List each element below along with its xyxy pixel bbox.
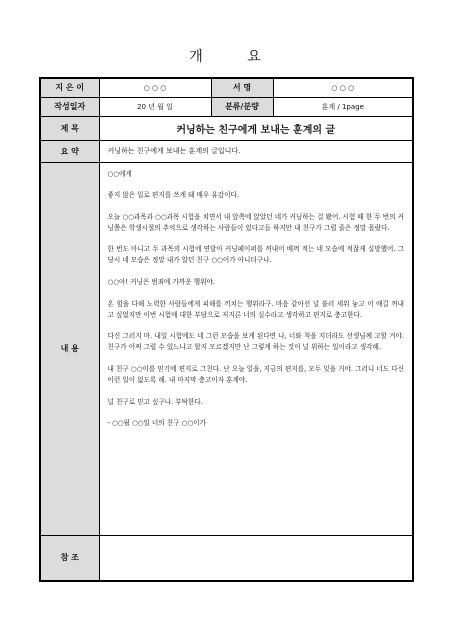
content-paragraph: 다신 그러지 마. 내일 시험에도 네 그런 모습을 보게 된다면 나, 너와 척을 지더라도 선생님께 고할 거야. 친구가 어찌 그럴 수 있느냐고 할지 모르겠지만 난 그렇게 하는 것이 널 위하는 일이라고 생각해. — [107, 332, 404, 352]
summary-row — [40, 140, 413, 162]
reference-row — [40, 535, 413, 581]
date-label: 작성일자 — [40, 97, 99, 116]
category-value: 훈계 / 1page — [273, 97, 413, 116]
summary-value: 커닝하는 친구에게 보내는 훈계의 글입니다. — [99, 140, 413, 162]
page-title: 개 요 — [189, 49, 281, 65]
reference-value — [99, 535, 413, 581]
signature-label: 서 명 — [211, 78, 273, 97]
author-label: 지 은 이 — [40, 78, 99, 97]
content-paragraph: - ○○월 ○○일 너의 친구 ○○이가 — [107, 419, 206, 428]
content-label: 내 용 — [40, 162, 99, 535]
author-value: ○ ○ ○ — [99, 78, 211, 97]
content-paragraph: 좋지 않은 일로 편지를 쓰게 돼 매우 유감이다. — [107, 191, 239, 200]
reference-label: 참 조 — [40, 535, 99, 581]
author-row — [40, 78, 413, 97]
content-paragraph: 내 친구 ○○이를 믿기에 편지로 그친다. 난 오늘 일을, 지금의 편지를, 모두 잊을 거야. 그러니 너도 다신 이런 일이 없도록 해. 내 마지막 충고이자 훈계야. — [107, 365, 404, 385]
content-paragraph: 한 번도 아니고 두 과목의 시험에 연달아 커닝페이퍼를 꺼내어 베껴 적는 네 모습에 적잖게 실망했어. 그 당시 네 모습은 정말 내가 알던 친구 ○○이가 아니더구나. — [107, 245, 404, 265]
content-paragraph: ○○아! 커닝은 범죄에 가까운 행위야. — [107, 278, 215, 287]
document-form — [39, 77, 414, 582]
content-body — [99, 162, 413, 535]
subject-label: 제 목 — [40, 116, 99, 140]
subject-value: 커닝하는 친구에게 보내는 훈계의 글 — [99, 116, 413, 140]
signature-value: ○ ○ ○ — [273, 78, 413, 97]
content-paragraph: 널 친구로 믿고 싶구나. 부탁한다. — [107, 397, 203, 406]
content-paragraph: 온 힘을 다해 노력한 사람들에게 피해를 끼치는 행위라구. 마음 같아선 널 불러 세워 놓고 이 얘길 꺼내고 싶었지만 이번 시험에 대한 부담으로 저지른 너의 실수라고 생각하고 편지로 충고한다. — [107, 299, 404, 319]
summary-label: 요 약 — [40, 140, 99, 162]
content-paragraph: 오늘 ○○과목과 ○○과목 시험을 치면서 내 앞쪽에 앉았던 네가 커닝하는 걸 봤어. 시험 때 한 두 번의 커닝쯤은 학생시절의 추억으로 생각하는 사람들이 있다고들 하지만 내 친구가 그럴 줄은 정말 몰랐다. — [107, 212, 404, 232]
date-value: 20 년 월 일 — [99, 97, 211, 116]
date-row — [40, 97, 413, 116]
content-row — [40, 162, 413, 535]
category-label: 분류/분량 — [211, 97, 273, 116]
content-paragraph: ○○에게 — [107, 169, 132, 178]
subject-row — [40, 116, 413, 140]
